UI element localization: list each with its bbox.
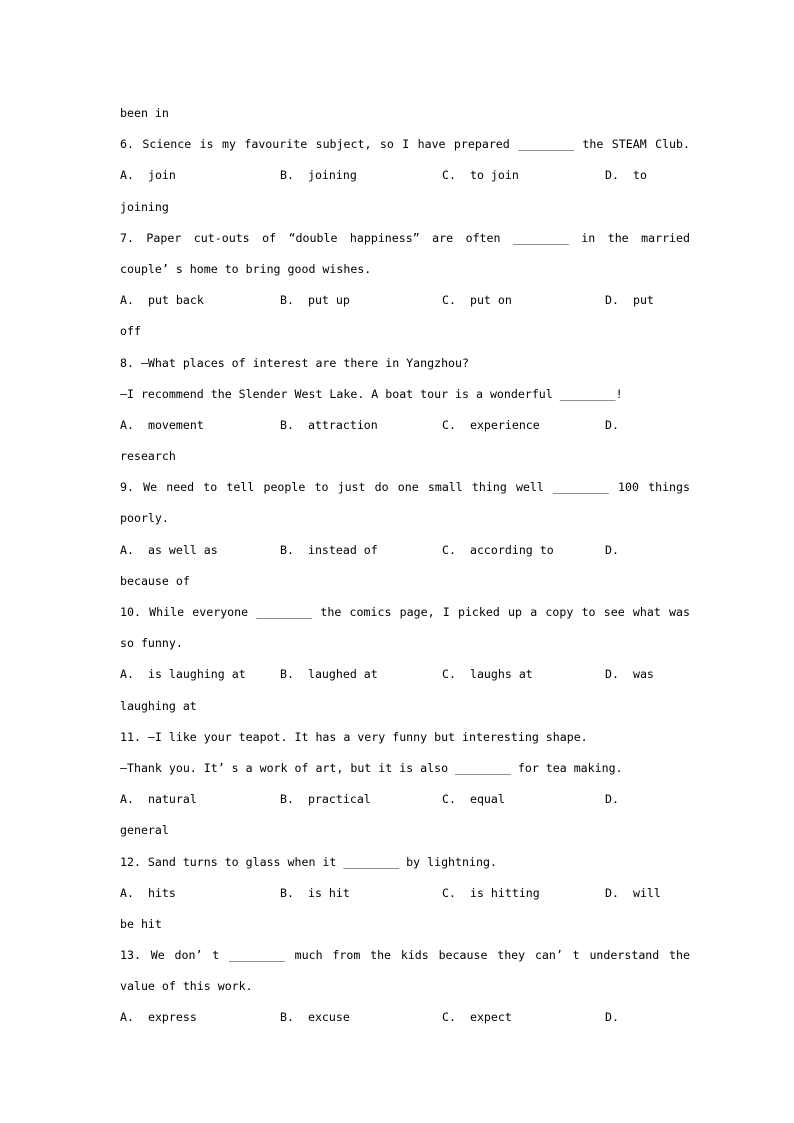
option-text: practical	[307, 792, 371, 807]
answer-options-line	[120, 659, 690, 690]
option-b	[280, 160, 357, 191]
document-text-line: been in	[120, 106, 169, 120]
option-d	[605, 784, 619, 815]
option-text: expect	[469, 1010, 512, 1025]
option-label: A.	[120, 667, 134, 682]
document-text-line: 8. —What places of interest are there in Yangzhou?	[120, 355, 470, 370]
option-c	[442, 285, 512, 316]
option-c	[442, 160, 519, 191]
option-label: B.	[280, 1010, 294, 1025]
document-text-line: value of this work.	[120, 979, 253, 994]
option-a	[120, 878, 176, 909]
option-c	[442, 1002, 512, 1033]
option-text: express	[147, 1010, 197, 1025]
option-b	[280, 878, 350, 909]
option-label: C.	[442, 1010, 456, 1025]
option-text: instead of	[307, 542, 378, 557]
answer-options-line	[120, 535, 690, 566]
answer-options-line	[120, 285, 690, 316]
option-text: laughs at	[469, 667, 533, 682]
document-text-line: so funny.	[120, 636, 183, 651]
option-a	[120, 1002, 197, 1033]
document-text-line: 6. Science is my favourite subject, so I have prepared ________ the STEAM Club.	[120, 137, 690, 152]
option-d	[605, 285, 654, 316]
answer-options-line	[120, 784, 690, 815]
document-text-line: poorly.	[120, 511, 169, 526]
option-a	[120, 659, 246, 690]
option-label: C.	[442, 168, 456, 183]
option-label: C.	[442, 417, 456, 432]
option-text: excuse	[307, 1010, 350, 1025]
option-d	[605, 1002, 619, 1033]
option-a	[120, 410, 204, 441]
document-text-line: laughing at	[120, 698, 197, 713]
option-text: joining	[307, 168, 357, 183]
option-label: A.	[120, 1010, 134, 1025]
document-text-line: off	[120, 324, 141, 339]
document-text-line: general	[120, 823, 169, 838]
answer-options-line	[120, 160, 690, 191]
option-text: hits	[147, 885, 176, 900]
option-c	[442, 784, 505, 815]
option-label: C.	[442, 792, 456, 807]
option-label: B.	[280, 885, 294, 900]
document-text-line: —I recommend the Slender West Lake. A boat tour is a wonderful ________!	[120, 386, 623, 401]
document-text-line: 13. We don’ t ________ much from the kids because they can’ t understand the	[120, 948, 690, 963]
option-a	[120, 535, 218, 566]
option-b	[280, 410, 378, 441]
option-label: B.	[280, 417, 294, 432]
answer-options-line	[120, 410, 690, 441]
option-label: C.	[442, 542, 456, 557]
option-label: A.	[120, 293, 134, 308]
option-label: B.	[280, 168, 294, 183]
option-d	[605, 535, 619, 566]
document-text-line: because of	[120, 573, 190, 588]
option-text: is hitting	[469, 885, 540, 900]
option-label: D.	[605, 293, 619, 308]
option-label: D.	[605, 417, 619, 432]
option-c	[442, 659, 533, 690]
option-b	[280, 535, 378, 566]
option-d	[605, 410, 619, 441]
option-label: A.	[120, 417, 134, 432]
option-text: as well as	[147, 542, 218, 557]
option-label: B.	[280, 542, 294, 557]
option-label: C.	[442, 293, 456, 308]
option-text: join	[147, 168, 176, 183]
option-d	[605, 659, 654, 690]
option-label: B.	[280, 667, 294, 682]
document-text-line: joining	[120, 199, 169, 214]
option-label: B.	[280, 792, 294, 807]
option-label: A.	[120, 885, 134, 900]
option-b	[280, 659, 378, 690]
document-text-line: be hit	[120, 916, 162, 931]
answer-options-line	[120, 878, 690, 909]
option-label: A.	[120, 542, 134, 557]
option-label: C.	[442, 885, 456, 900]
option-b	[280, 784, 371, 815]
option-text: put	[632, 293, 654, 308]
option-text: to	[632, 168, 647, 183]
option-text: is hit	[307, 885, 350, 900]
option-text: put back	[147, 293, 204, 308]
option-text: to join	[469, 168, 519, 183]
option-label: D.	[605, 792, 619, 807]
option-text: attraction	[307, 417, 378, 432]
option-d	[605, 160, 647, 191]
option-d	[605, 878, 661, 909]
option-c	[442, 410, 540, 441]
option-text: experience	[469, 417, 540, 432]
document-text-line: research	[120, 449, 176, 464]
answer-options-line	[120, 1002, 690, 1033]
option-label: A.	[120, 792, 134, 807]
document-content	[120, 98, 690, 1034]
option-b	[280, 1002, 350, 1033]
document-text-line: 9. We need to tell people to just do one small thing well ________ 100 things	[120, 480, 690, 495]
option-text: according to	[469, 542, 554, 557]
option-text: is laughing at	[147, 667, 246, 682]
document-text-line: 10. While everyone ________ the comics page, I picked up a copy to see what was	[120, 605, 690, 619]
option-label: A.	[120, 168, 134, 183]
option-label: D.	[605, 542, 619, 557]
option-label: D.	[605, 885, 619, 900]
option-label: B.	[280, 293, 294, 308]
option-label: D.	[605, 667, 619, 682]
option-label: D.	[605, 1010, 619, 1025]
option-text: put on	[469, 293, 512, 308]
option-a	[120, 160, 176, 191]
document-text-line: 11. —I like your teapot. It has a very funny but interesting shape.	[120, 729, 588, 744]
document-text-line: 7. Paper cut-outs of “double happiness” are often ________ in the married	[120, 230, 690, 245]
option-text: laughed at	[307, 667, 378, 682]
document-text-line: —Thank you. It’ s a work of art, but it is also ________ for tea making.	[120, 760, 623, 775]
option-text: movement	[147, 417, 204, 432]
option-a	[120, 285, 204, 316]
option-text: put up	[307, 293, 350, 308]
option-a	[120, 784, 197, 815]
option-label: D.	[605, 168, 619, 183]
option-c	[442, 535, 554, 566]
option-c	[442, 878, 540, 909]
option-text: will	[632, 885, 661, 900]
option-text: was	[632, 667, 654, 682]
option-b	[280, 285, 350, 316]
option-label: C.	[442, 667, 456, 682]
document-text-line: couple’ s home to bring good wishes.	[120, 261, 372, 276]
option-text: natural	[147, 792, 197, 807]
document-text-line: 12. Sand turns to glass when it ________ by lightning.	[120, 854, 497, 869]
option-text: equal	[469, 792, 505, 807]
